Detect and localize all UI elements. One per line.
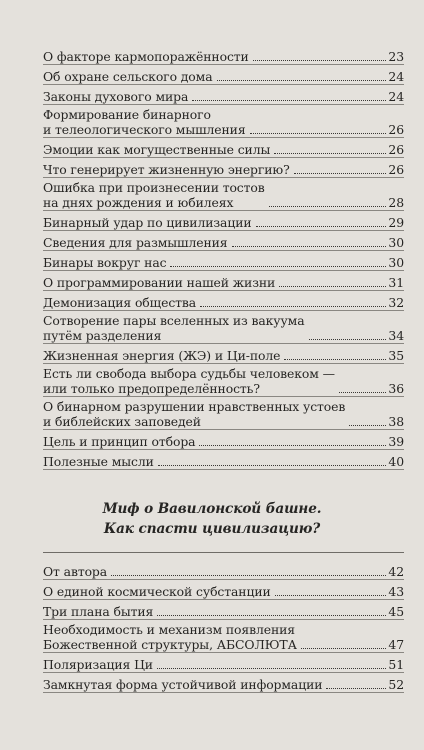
toc-entry-title: Цель и принцип отбора bbox=[43, 433, 196, 449]
toc-dot-leader bbox=[217, 80, 387, 81]
section-title-line-2: Как спасти цивилизацию? bbox=[103, 521, 321, 537]
toc-entry-page-number: 34 bbox=[388, 327, 404, 343]
toc-entry bbox=[43, 231, 404, 251]
section-title bbox=[20, 499, 404, 539]
toc-dot-leader bbox=[309, 339, 387, 340]
toc-entry-title: Что генерирует жизненную энергию? bbox=[43, 161, 290, 177]
toc-entry-page-number: 24 bbox=[388, 88, 404, 104]
toc-entry-page-number: 26 bbox=[388, 121, 404, 137]
toc-entry-title: Бинары вокруг нас bbox=[43, 254, 167, 270]
toc-entry-title: Есть ли свобода выбора судьбы человеком — или только предопределённость? bbox=[43, 366, 335, 396]
toc-entry-title: Ошибка при произнесении тостов на днях рождения и юбилеях bbox=[43, 180, 265, 210]
toc-entry bbox=[43, 178, 404, 211]
toc-entry-title: О факторе кармопоражённости bbox=[43, 48, 249, 64]
toc-dot-leader bbox=[275, 595, 386, 596]
toc-entry-page-number: 35 bbox=[388, 347, 404, 363]
toc-entry bbox=[43, 600, 404, 620]
toc-entry-title: Сведения для размышления bbox=[43, 234, 228, 250]
toc-entry-title: Демонизация общества bbox=[43, 294, 197, 310]
toc-dot-leader bbox=[232, 246, 386, 247]
toc-entry-page-number: 40 bbox=[388, 453, 404, 469]
toc-entry bbox=[43, 620, 404, 653]
toc-dot-leader bbox=[279, 286, 386, 287]
toc-entry bbox=[43, 364, 404, 397]
toc-entry-page-number: 30 bbox=[388, 254, 404, 270]
toc-entry-page-number: 31 bbox=[388, 274, 404, 290]
toc-entry-title: Замкнутая форма устойчивой информации bbox=[43, 676, 323, 692]
toc-entry-title: Необходимость и механизм появления Божественной структуры, АБСОЛЮТА bbox=[43, 622, 297, 652]
toc-entry bbox=[43, 105, 404, 138]
toc-dot-leader bbox=[253, 60, 386, 61]
toc-dot-leader bbox=[274, 153, 386, 154]
toc-entry bbox=[43, 560, 404, 580]
toc-entry-title: Об охране сельского дома bbox=[43, 68, 213, 84]
toc-entry bbox=[43, 138, 404, 158]
toc-entry-page-number: 52 bbox=[388, 676, 404, 692]
toc-entry-page-number: 28 bbox=[388, 194, 404, 210]
toc-entry-title: Поляризация Ци bbox=[43, 656, 153, 672]
table-of-contents-top bbox=[43, 45, 404, 470]
toc-dot-leader bbox=[349, 425, 386, 426]
toc-entry-page-number: 39 bbox=[388, 433, 404, 449]
toc-entry bbox=[43, 653, 404, 673]
toc-entry bbox=[43, 450, 404, 470]
toc-entry bbox=[43, 271, 404, 291]
toc-dot-leader bbox=[326, 688, 386, 689]
toc-dot-leader bbox=[158, 465, 386, 466]
toc-entry-page-number: 42 bbox=[388, 563, 404, 579]
toc-entry bbox=[43, 211, 404, 231]
toc-entry-title: Жизненная энергия (ЖЭ) и Ци-поле bbox=[43, 347, 281, 363]
toc-dot-leader bbox=[269, 206, 386, 207]
toc-entry-title: Три плана бытия bbox=[43, 603, 154, 619]
toc-entry bbox=[43, 251, 404, 271]
toc-dot-leader bbox=[256, 226, 386, 227]
toc-dot-leader bbox=[294, 173, 386, 174]
toc-entry-page-number: 47 bbox=[388, 636, 404, 652]
toc-dot-leader bbox=[301, 648, 386, 649]
toc-entry-page-number: 32 bbox=[388, 294, 404, 310]
toc-entry bbox=[43, 430, 404, 450]
toc-entry-title: Полезные мысли bbox=[43, 453, 154, 469]
toc-entry bbox=[43, 673, 404, 693]
toc-entry-title: Формирование бинарного и телеологического мышления bbox=[43, 107, 246, 137]
toc-entry bbox=[43, 291, 404, 311]
toc-dot-leader bbox=[111, 575, 386, 576]
toc-entry bbox=[43, 158, 404, 178]
toc-dot-leader bbox=[199, 445, 386, 446]
toc-entry-page-number: 51 bbox=[388, 656, 404, 672]
toc-entry-title: О программировании нашей жизни bbox=[43, 274, 276, 290]
toc-dot-leader bbox=[200, 306, 386, 307]
toc-dot-leader bbox=[157, 668, 386, 669]
toc-entry-page-number: 45 bbox=[388, 603, 404, 619]
toc-entry-title: Эмоции как могущественные силы bbox=[43, 141, 271, 157]
toc-entry-page-number: 26 bbox=[388, 141, 404, 157]
toc-entry-title: От автора bbox=[43, 563, 108, 579]
toc-entry bbox=[43, 65, 404, 85]
toc-entry bbox=[43, 397, 404, 430]
toc-entry-page-number: 23 bbox=[388, 48, 404, 64]
toc-dot-leader bbox=[157, 615, 386, 616]
toc-entry-page-number: 29 bbox=[388, 214, 404, 230]
toc-entry bbox=[43, 45, 404, 65]
toc-entry-page-number: 26 bbox=[388, 161, 404, 177]
toc-entry-title: Бинарный удар по цивилизации bbox=[43, 214, 252, 230]
toc-entry bbox=[43, 580, 404, 600]
toc-dot-leader bbox=[339, 392, 386, 393]
toc-entry-page-number: 30 bbox=[388, 234, 404, 250]
toc-entry-page-number: 36 bbox=[388, 380, 404, 396]
toc-entry-title: О бинарном разрушении нравственных устоев и библейских заповедей bbox=[43, 399, 346, 429]
toc-dot-leader bbox=[192, 100, 386, 101]
toc-entry-title: Сотворение пары вселенных из вакуума путём разделения bbox=[43, 313, 305, 343]
section-divider bbox=[43, 552, 404, 553]
toc-entry-page-number: 38 bbox=[388, 413, 404, 429]
toc-entry bbox=[43, 311, 404, 344]
toc-entry-title: Законы духового мира bbox=[43, 88, 189, 104]
toc-entry-page-number: 24 bbox=[388, 68, 404, 84]
table-of-contents-bottom bbox=[43, 560, 404, 693]
toc-dot-leader bbox=[170, 266, 386, 267]
toc-entry-title: О единой космической субстанции bbox=[43, 583, 271, 599]
toc-entry bbox=[43, 344, 404, 364]
toc-entry bbox=[43, 85, 404, 105]
toc-dot-leader bbox=[250, 133, 386, 134]
toc-entry-page-number: 43 bbox=[388, 583, 404, 599]
toc-dot-leader bbox=[284, 359, 386, 360]
section-title-line-1: Миф о Вавилонской башне. bbox=[102, 501, 322, 517]
